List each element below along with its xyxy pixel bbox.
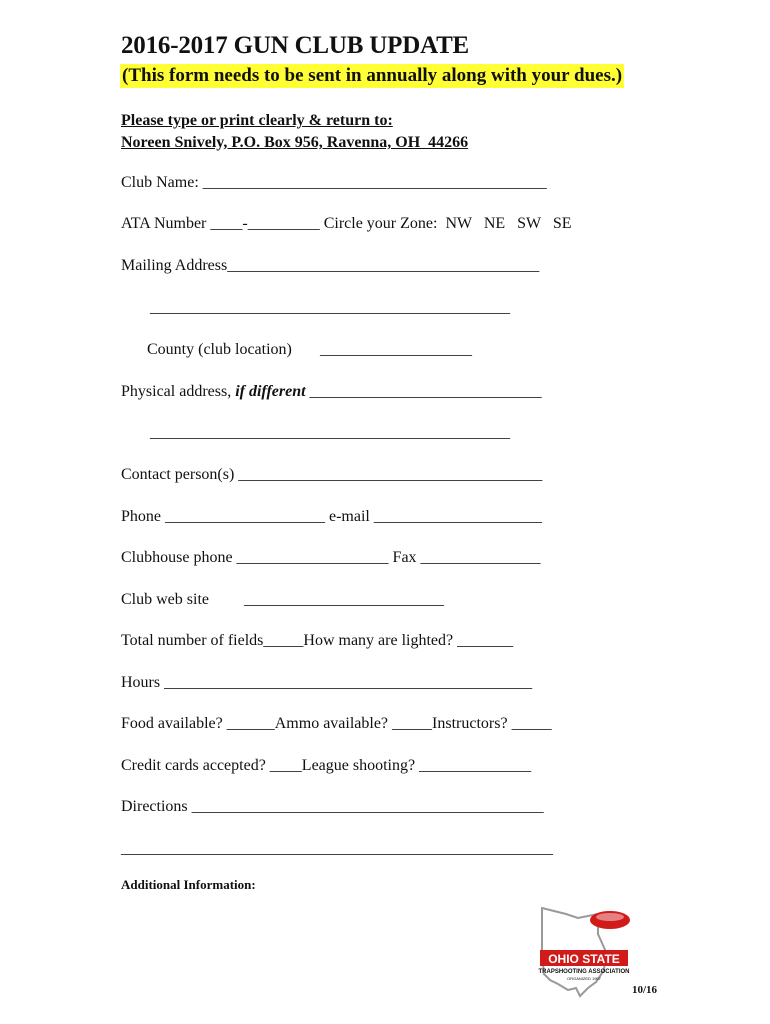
hours-field[interactable]: Hours ______________________________________________ [121, 674, 533, 691]
directions-line-2[interactable]: ______________________________________________________ [121, 840, 553, 857]
credit-league-field[interactable]: Credit cards accepted? ____League shooting? ______________ [121, 757, 532, 774]
logo-organized: ORGANIZED 1907 [567, 976, 601, 981]
phone-email-field[interactable]: Phone ____________________ e-mail _____________________ [121, 508, 542, 525]
physical-address-label: Physical address, [121, 383, 236, 400]
mailing-address-line-2[interactable]: _____________________________________________ [150, 299, 510, 316]
page-title: 2016-2017 GUN CLUB UPDATE [121, 32, 470, 59]
physical-address-line-2[interactable]: _____________________________________________ [150, 424, 510, 441]
logo-subtext: TRAPSHOOTING ASSOCIATION [538, 969, 630, 975]
return-address: Noreen Snively, P.O. Box 956, Ravenna, OH 44266 [121, 134, 469, 151]
return-instructions: Please type or print clearly & return to: [121, 112, 393, 129]
physical-address-field[interactable] [121, 383, 542, 401]
web-site-field[interactable]: _________________________ [244, 591, 444, 608]
physical-address-blank[interactable]: _____________________________ [305, 383, 542, 400]
highlighted-subtitle: (This form needs to be sent in annually along with your dues.) [122, 65, 623, 86]
county-label: County (club location) [147, 341, 292, 358]
food-ammo-instructors-field[interactable]: Food available? ______Ammo available? _____Instructors? _____ [121, 715, 552, 732]
web-site-label: Club web site [121, 591, 209, 608]
fields-lighted-field[interactable]: Total number of fields_____How many are lighted? _______ [121, 632, 514, 649]
logo-text: OHIO STATE [548, 952, 620, 966]
club-name-field[interactable]: Club Name: ___________________________________________ [121, 174, 547, 191]
mailing-address-field[interactable]: Mailing Address_______________________________________ [121, 257, 540, 274]
form-revision-code: 10/16 [632, 984, 658, 996]
clubhouse-phone-fax-field[interactable]: Clubhouse phone ___________________ Fax _______________ [121, 549, 541, 566]
contact-person-field[interactable]: Contact person(s) ______________________________________ [121, 466, 543, 483]
directions-field[interactable]: Directions ____________________________________________ [121, 798, 544, 815]
ata-number-zone-field[interactable]: ATA Number ____-_________ Circle your Zone: NW NE SW SE [121, 215, 572, 232]
additional-information-label: Additional Information: [121, 877, 256, 892]
county-field[interactable]: ___________________ [320, 341, 472, 358]
if-different-label: if different [235, 383, 306, 400]
ohio-state-trapshooting-logo [536, 904, 632, 998]
